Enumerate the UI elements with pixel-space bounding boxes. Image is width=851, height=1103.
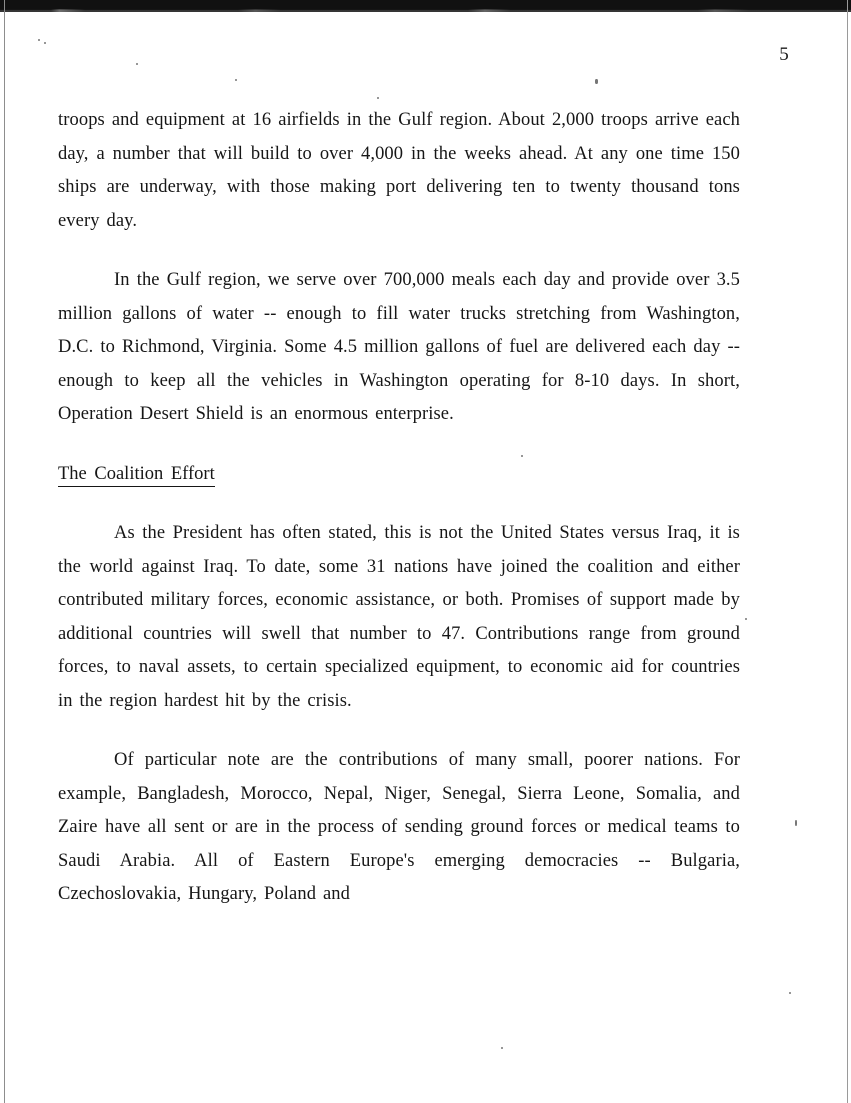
section-heading-coalition-effort xyxy=(58,458,740,492)
scan-speck xyxy=(44,42,46,44)
paragraph-4: Of particular note are the contributions of many small, poorer nations. For example, Bangladesh, Morocco, Nepal, Niger, Senegal, Sierra Leone, Somalia, and Zaire have all sent or are in the process of sending ground forces or medical teams to Saudi Arabia. All of Eastern Europe's emerging democracies -- Bulgaria, Czechoslovakia, Hungary, Poland and xyxy=(58,750,740,904)
page-number: 5 xyxy=(779,44,789,65)
paragraph-3: As the President has often stated, this is not the United States versus Iraq, it is the world against Iraq. To date, some 31 nations have joined the coalition and either contributed military forces, economic assistance, or both. Promises of support made by additional countries will swell that number to 47. Contributions range from ground forces, to naval assets, to certain specialized equipment, to economic aid for countries in the region hardest hit by the crisis. xyxy=(58,523,740,711)
section-heading-text: The Coalition Effort xyxy=(58,464,215,487)
paragraph-2: In the Gulf region, we serve over 700,000 meals each day and provide over 3.5 million gallons of water -- enough to fill water trucks stretching from Washington, D.C. to Richmond, Virginia. Some 4.5 million gallons of fuel are delivered each day -- enough to keep all the vehicles in Washington operating for 8-10 days. In short, Operation Desert Shield is an enormous enterprise. xyxy=(58,270,740,424)
scan-speck xyxy=(595,79,598,84)
scan-speck xyxy=(745,618,747,620)
scan-speck xyxy=(235,79,237,81)
scan-edge-left xyxy=(4,0,5,1103)
scan-edge-right xyxy=(847,0,848,1103)
scan-speck xyxy=(501,1047,503,1049)
scan-speck xyxy=(38,39,40,41)
scan-speck xyxy=(377,97,379,99)
scan-speck xyxy=(789,992,791,994)
scan-speck xyxy=(136,63,138,65)
paragraph-1: troops and equipment at 16 airfields in the Gulf region. About 2,000 troops arrive each day, a number that will build to over 4,000 in the weeks ahead. At any one time 150 ships are underway, with those making port delivering ten to twenty thousand tons every day. xyxy=(58,110,740,231)
document-body xyxy=(58,104,740,938)
scan-speck xyxy=(795,820,797,826)
scan-edge-top xyxy=(0,0,851,10)
